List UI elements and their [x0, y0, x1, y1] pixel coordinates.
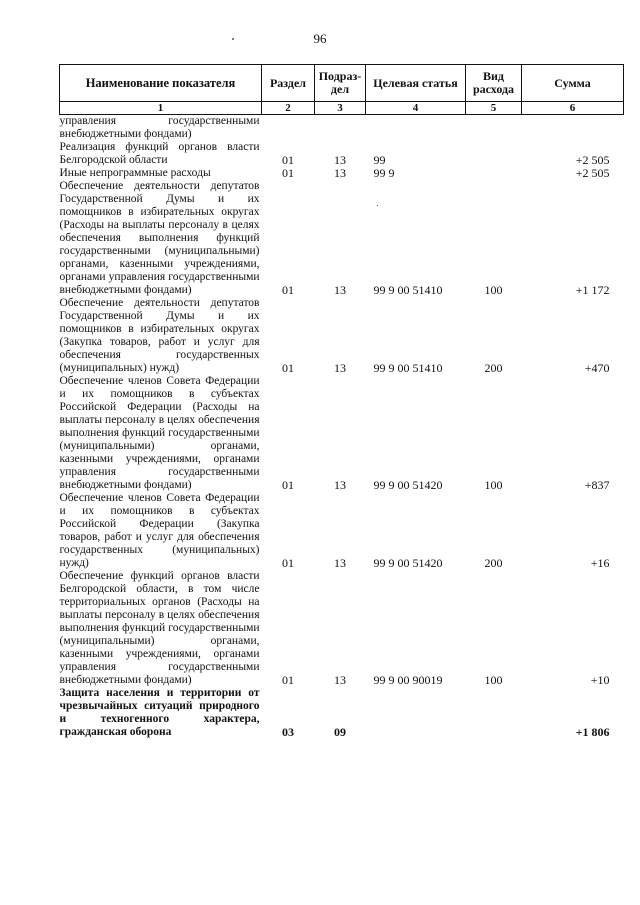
cell-section: 01 [282, 153, 294, 167]
cell-section [262, 115, 315, 142]
cell-expense-type: 100 [484, 283, 503, 297]
table-header-row [60, 65, 624, 102]
cell-subsection [315, 115, 366, 142]
table-row [60, 570, 624, 687]
cell-target-article: 99 [373, 153, 386, 167]
cell-expense-type [466, 115, 522, 142]
page-number: 96 [313, 31, 327, 46]
cell-indicator-name: Защита населения и территории от чрезвычайных ситуаций природного и техногенного характера, гражданская оборона [59, 687, 260, 738]
cell-subsection: 13 [334, 478, 346, 492]
table-body [60, 115, 624, 740]
cell-indicator-name: Обеспечение функций органов власти Белгородской области, в том числе территориальных органов (Расходы на выплаты персоналу в целях обеспечения выполнения функций государственными (муниципальными) органами, казенными учреждениями, органами управления государственными внебюджетными фондами) [59, 570, 260, 686]
cell-indicator-name: Реализация функций органов власти Белгородской области [59, 141, 260, 166]
cell-amount: +837 [584, 478, 610, 492]
table-row [60, 180, 624, 297]
cell-section: 01 [282, 283, 294, 297]
table-row [60, 115, 624, 142]
cell-target-article: 99 9 00 51410 [373, 283, 443, 297]
column-number: 4 [366, 102, 466, 115]
cell-target-article: 99 9 00 51410 [373, 361, 443, 375]
header-amount: Сумма [522, 65, 624, 102]
column-number-row [60, 102, 624, 115]
cell-amount: +2 505 [575, 153, 610, 167]
cell-amount: +1 806 [575, 725, 610, 739]
cell-subsection: 13 [334, 556, 346, 570]
table-row [60, 492, 624, 570]
cell-expense-type: 100 [484, 478, 503, 492]
cell-subsection: 13 [334, 166, 346, 180]
column-number: 2 [262, 102, 315, 115]
cell-expense-type: 200 [484, 361, 503, 375]
cell-target-article: 99 9 00 51420 [373, 556, 443, 570]
cell-indicator-name: Обеспечение членов Совета Федерации и их помощников в субъектах Российской Федерации (Закупка товаров, работ и услуг для обеспечения государственных (муниципальных) нужд) [59, 492, 260, 569]
cell-subsection: 13 [334, 283, 346, 297]
cell-target-article: 99 9 [373, 166, 395, 180]
cell-section: 01 [282, 673, 294, 687]
cell-section: 03 [282, 725, 294, 739]
cell-target-article [366, 687, 466, 739]
cell-indicator-name: Иные непрограммные расходы [59, 167, 211, 179]
header-expense-type: Вид расхода [466, 65, 522, 102]
column-number: 1 [60, 102, 262, 115]
cell-expense-type [466, 141, 522, 167]
cell-subsection: 09 [334, 725, 346, 739]
cell-indicator-name: Обеспечение деятельности депутатов Государственной Думы и их помощников в избирательных округах (Закупка товаров, работ и услуг для обеспечения государственных (муниципальных) нужд) [59, 297, 260, 374]
cell-amount: +16 [590, 556, 610, 570]
cell-amount: +2 505 [575, 166, 610, 180]
cell-expense-type: 100 [484, 673, 503, 687]
cell-subsection: 13 [334, 361, 346, 375]
column-number: 6 [522, 102, 624, 115]
cell-section: 01 [282, 478, 294, 492]
scan-speck [232, 38, 234, 40]
cell-expense-type: 200 [484, 556, 503, 570]
column-number: 5 [466, 102, 522, 115]
cell-subsection: 13 [334, 673, 346, 687]
cell-indicator-name: управления государственными внебюджетными фондами) [59, 115, 260, 140]
table-row [60, 375, 624, 492]
cell-amount: +470 [584, 361, 610, 375]
cell-section: 01 [282, 361, 294, 375]
cell-amount: +10 [590, 673, 610, 687]
cell-section: 01 [282, 556, 294, 570]
cell-indicator-name: Обеспечение деятельности депутатов Государственной Думы и их помощников в избирательных округах (Расходы на выплаты персоналу в целях обеспечения выполнения функций государственными (муниципальными) органами, казенными учреждениями, органами управления государственными внебюджетными фондами) [59, 180, 260, 296]
table-row [60, 167, 624, 180]
cell-amount [522, 115, 624, 142]
cell-target-article [366, 115, 466, 142]
table-row [60, 687, 624, 739]
cell-expense-type [466, 687, 522, 739]
cell-expense-type [466, 167, 522, 180]
header-subsection: Подраз-дел [315, 65, 366, 102]
cell-amount: +1 172 [575, 283, 610, 297]
header-section: Раздел [262, 65, 315, 102]
cell-target-article: 99 9 00 51420 [373, 478, 443, 492]
header-indicator-name: Наименование показателя [60, 65, 262, 102]
header-target-article: Целевая статья [366, 65, 466, 102]
table-row [60, 297, 624, 375]
cell-subsection: 13 [334, 153, 346, 167]
cell-section: 01 [282, 166, 294, 180]
column-number: 3 [315, 102, 366, 115]
cell-target-article: 99 9 00 90019 [373, 673, 443, 687]
cell-indicator-name: Обеспечение членов Совета Федерации и их помощников в субъектах Российской Федерации (Расходы на выплаты персоналу в целях обеспечения выполнения функций государственными (муниципальными) органами, казенными учреждениями, органами управления государственными внебюджетными фондами) [59, 375, 260, 491]
budget-table [59, 64, 624, 739]
table-row [60, 141, 624, 167]
